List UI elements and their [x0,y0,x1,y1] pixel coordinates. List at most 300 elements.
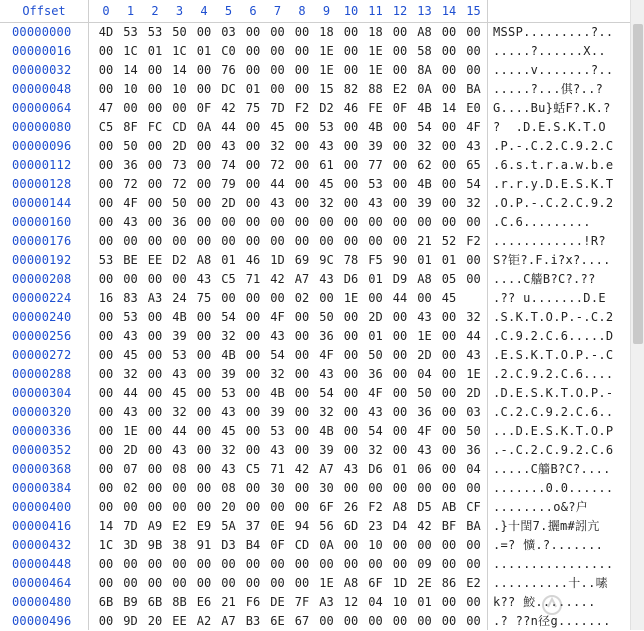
hex-byte[interactable]: DE [270,595,285,609]
hex-byte[interactable]: 00 [441,538,457,552]
hex-byte[interactable]: 83 [123,291,138,305]
hex-byte[interactable]: 01 [417,253,432,267]
hex-byte[interactable]: 00 [392,443,408,457]
hex-byte[interactable]: 18 [368,25,383,39]
hex-byte[interactable]: A8 [417,25,432,39]
hex-byte[interactable]: 00 [196,481,212,495]
hex-byte[interactable]: 1D [270,253,285,267]
hex-byte[interactable]: 00 [441,139,457,153]
hex-byte[interactable]: 43 [123,405,138,419]
hex-byte[interactable]: 01 [245,82,261,96]
hex-byte[interactable]: 77 [368,158,383,172]
hex-byte[interactable]: 00 [294,348,310,362]
hex-byte[interactable]: 00 [98,234,114,248]
hex-byte[interactable]: 4B [319,424,334,438]
hex-byte[interactable]: 00 [147,500,163,514]
hex-byte[interactable]: 71 [245,272,261,286]
hex-byte[interactable]: 20 [147,614,163,628]
hex-byte[interactable]: 6B [147,595,163,609]
vertical-scrollbar[interactable] [630,0,644,630]
hex-byte[interactable]: 00 [98,139,114,153]
hex-byte[interactable]: C5 [98,120,114,134]
hex-byte[interactable]: 44 [123,386,138,400]
hex-byte[interactable]: 00 [441,120,457,134]
hex-row[interactable] [0,175,630,194]
hex-byte[interactable]: 00 [319,215,334,229]
hex-byte[interactable]: F2 [466,234,481,248]
hex-byte[interactable]: 71 [270,462,285,476]
hex-byte[interactable]: 00 [245,576,261,590]
ascii-text[interactable]: .?? u.......D.E [493,291,606,305]
hex-byte[interactable]: 00 [245,329,261,343]
hex-byte[interactable]: CF [466,500,481,514]
hex-row[interactable] [0,232,630,251]
hex-byte[interactable]: 30 [270,481,285,495]
hex-byte[interactable]: 00 [245,120,261,134]
hex-byte[interactable]: 00 [441,329,457,343]
hex-byte[interactable]: 00 [392,120,408,134]
hex-byte[interactable]: 00 [196,329,212,343]
hex-byte[interactable]: 43 [270,329,285,343]
hex-byte[interactable]: 00 [245,443,261,457]
hex-byte[interactable]: 76 [221,63,236,77]
hex-byte[interactable]: 4F [123,196,138,210]
ascii-text[interactable]: k?? 鮫........ [493,595,596,609]
hex-byte[interactable]: 43 [417,443,432,457]
hex-byte[interactable]: 73 [172,158,187,172]
ascii-text[interactable]: G....Bu}蛞F?.K.? [493,101,611,115]
hex-byte[interactable]: 53 [319,120,334,134]
hex-byte[interactable]: 00 [147,272,163,286]
hex-byte[interactable]: 32 [270,367,285,381]
ascii-text[interactable]: .S.K.T.O.P.-.C.2 [493,310,614,324]
hex-byte[interactable]: 0F [270,538,285,552]
hex-byte[interactable]: 00 [221,215,236,229]
hex-byte[interactable]: 4D [98,25,114,39]
hex-byte[interactable]: 58 [417,44,432,58]
hex-byte[interactable]: 26 [343,500,359,514]
hex-byte[interactable]: 00 [343,158,359,172]
hex-byte[interactable]: 00 [417,215,432,229]
hex-row[interactable] [0,403,630,422]
hex-byte[interactable]: 1E [319,576,334,590]
hex-byte[interactable]: 36 [319,329,334,343]
hex-byte[interactable]: 00 [441,424,457,438]
hex-byte[interactable]: 1D [392,576,408,590]
hex-byte[interactable]: 4B [417,177,432,191]
hex-byte[interactable]: 00 [294,367,310,381]
hex-row[interactable] [0,536,630,555]
hex-byte[interactable]: E6 [196,595,212,609]
hex-byte[interactable]: 00 [392,481,408,495]
hex-byte[interactable]: 39 [172,329,187,343]
hex-byte[interactable]: 00 [270,215,285,229]
hex-byte[interactable]: 00 [196,443,212,457]
hex-byte[interactable]: 10 [123,82,138,96]
hex-byte[interactable]: 00 [196,310,212,324]
hex-byte[interactable]: 00 [123,101,138,115]
hex-byte[interactable]: 00 [221,557,236,571]
hex-byte[interactable]: E2 [392,82,408,96]
hex-byte[interactable]: 00 [147,367,163,381]
hex-byte[interactable]: CD [294,538,310,552]
hex-byte[interactable]: 2D [417,348,432,362]
hex-byte[interactable]: 00 [147,196,163,210]
hex-byte[interactable]: 00 [294,500,310,514]
hex-row[interactable] [0,327,630,346]
hex-byte[interactable]: 14 [441,101,457,115]
hex-byte[interactable]: 00 [392,177,408,191]
ascii-text[interactable]: .=? 懭.?....... [493,538,604,552]
hex-byte[interactable]: 69 [294,253,310,267]
hex-byte[interactable]: 00 [343,139,359,153]
hex-byte[interactable]: 00 [343,557,359,571]
hex-byte[interactable]: 53 [123,310,138,324]
ascii-text[interactable]: .C.6......... [493,215,591,229]
hex-byte[interactable]: 00 [441,386,457,400]
hex-byte[interactable]: 78 [343,253,359,267]
hex-byte[interactable]: 43 [270,196,285,210]
hex-byte[interactable]: 00 [319,291,334,305]
hex-byte[interactable]: 00 [147,139,163,153]
hex-byte[interactable]: 50 [123,139,138,153]
hex-byte[interactable]: 00 [221,576,236,590]
hex-byte[interactable]: 00 [466,481,481,495]
hex-byte[interactable]: 00 [368,291,383,305]
hex-byte[interactable]: 00 [417,291,432,305]
hex-byte[interactable]: 00 [441,348,457,362]
hex-byte[interactable]: 43 [343,462,359,476]
hex-byte[interactable]: 00 [98,443,114,457]
hex-byte[interactable]: 4B [417,101,432,115]
hex-byte[interactable]: 32 [368,443,383,457]
hex-byte[interactable]: 32 [319,196,334,210]
hex-byte[interactable]: 00 [123,576,138,590]
hex-byte[interactable]: A8 [196,253,212,267]
hex-byte[interactable]: 1E [368,63,383,77]
hex-byte[interactable]: 1E [319,44,334,58]
ascii-text[interactable]: MSSP.........?.. [493,25,614,39]
hex-byte[interactable]: 50 [417,386,432,400]
hex-byte[interactable]: 00 [245,291,261,305]
hex-byte[interactable]: 53 [221,386,236,400]
hex-byte[interactable]: 00 [294,215,310,229]
ascii-text[interactable]: .C.9.2.C.6.....D [493,329,614,343]
hex-byte[interactable]: 00 [172,272,187,286]
hex-byte[interactable]: 00 [123,557,138,571]
hex-byte[interactable]: 08 [221,481,236,495]
hex-byte[interactable]: 00 [417,481,432,495]
hex-byte[interactable]: 6F [368,576,383,590]
hex-byte[interactable]: 00 [172,500,187,514]
hex-byte[interactable]: 7F [294,595,310,609]
hex-byte[interactable]: 00 [368,215,383,229]
hex-row[interactable] [0,422,630,441]
hex-byte[interactable]: 00 [98,462,114,476]
hex-byte[interactable]: 1C [98,538,114,552]
hex-byte[interactable]: 30 [319,481,334,495]
hex-byte[interactable]: 00 [245,405,261,419]
hex-byte[interactable]: 50 [466,424,481,438]
hex-byte[interactable]: 00 [147,177,163,191]
hex-byte[interactable]: 00 [147,310,163,324]
hex-byte[interactable]: 00 [417,614,432,628]
hex-byte[interactable]: 00 [466,63,481,77]
hex-row[interactable] [0,498,630,517]
hex-byte[interactable]: 43 [172,367,187,381]
hex-byte[interactable]: 32 [221,443,236,457]
hex-byte[interactable]: 4B [270,386,285,400]
hex-byte[interactable]: A9 [147,519,163,533]
hex-byte[interactable]: 00 [270,82,285,96]
hex-byte[interactable]: 08 [172,462,187,476]
hex-byte[interactable]: CD [172,120,187,134]
hex-row[interactable] [0,384,630,403]
hex-byte[interactable]: 53 [368,177,383,191]
hex-byte[interactable]: 75 [245,101,261,115]
hex-byte[interactable]: 00 [441,196,457,210]
hex-byte[interactable]: 15 [319,82,334,96]
hex-byte[interactable]: 00 [270,234,285,248]
hex-byte[interactable]: 00 [294,329,310,343]
hex-row[interactable] [0,517,630,536]
hex-byte[interactable]: 00 [294,120,310,134]
hex-byte[interactable]: BE [123,253,138,267]
hex-byte[interactable]: 00 [343,196,359,210]
hex-byte[interactable]: 00 [98,329,114,343]
hex-byte[interactable]: 06 [417,462,432,476]
hex-byte[interactable]: 00 [343,424,359,438]
ascii-text[interactable]: ....C艢B?C?.?? [493,272,596,286]
hex-byte[interactable]: 00 [294,25,310,39]
hex-byte[interactable]: 00 [245,424,261,438]
hex-byte[interactable]: 01 [368,329,383,343]
hex-byte[interactable]: 00 [196,234,212,248]
hex-row[interactable] [0,479,630,498]
hex-row[interactable] [0,346,630,365]
hex-byte[interactable]: 00 [392,329,408,343]
hex-row[interactable] [0,80,630,99]
hex-byte[interactable]: 1E [417,329,432,343]
hex-byte[interactable]: 00 [441,63,457,77]
hex-byte[interactable]: F2 [294,101,310,115]
hex-byte[interactable]: 42 [270,272,285,286]
hex-byte[interactable]: 91 [196,538,212,552]
hex-byte[interactable]: 00 [196,500,212,514]
hex-byte[interactable]: 32 [319,405,334,419]
hex-byte[interactable]: 1C [172,44,187,58]
hex-row[interactable] [0,593,630,612]
hex-byte[interactable]: 00 [441,310,457,324]
ascii-text[interactable]: ? .D.E.S.K.T.O [493,120,606,134]
hex-byte[interactable]: 00 [441,595,457,609]
hex-byte[interactable]: 44 [270,177,285,191]
hex-byte[interactable]: 32 [221,329,236,343]
hex-byte[interactable]: 00 [392,63,408,77]
hex-byte[interactable]: 1E [368,44,383,58]
hex-byte[interactable]: 00 [172,101,187,115]
hex-byte[interactable]: 00 [343,443,359,457]
hex-byte[interactable]: 32 [123,367,138,381]
hex-byte[interactable]: 00 [294,576,310,590]
hex-byte[interactable]: 04 [368,595,383,609]
hex-byte[interactable]: 00 [147,462,163,476]
hex-byte[interactable]: 8A [417,63,432,77]
hex-byte[interactable]: 00 [294,139,310,153]
hex-byte[interactable]: A8 [392,500,408,514]
hex-byte[interactable]: 00 [147,101,163,115]
hex-row[interactable] [0,441,630,460]
hex-byte[interactable]: 00 [294,158,310,172]
hex-byte[interactable]: 00 [245,44,261,58]
hex-byte[interactable]: 00 [294,44,310,58]
hex-byte[interactable]: 00 [98,405,114,419]
hex-byte[interactable]: 00 [392,25,408,39]
hex-byte[interactable]: 45 [319,177,334,191]
hex-byte[interactable]: 00 [270,500,285,514]
hex-byte[interactable]: 00 [123,500,138,514]
hex-byte[interactable]: 42 [294,462,310,476]
hex-byte[interactable]: B3 [245,614,261,628]
hex-byte[interactable]: E0 [466,101,481,115]
hex-byte[interactable]: A8 [343,576,359,590]
ascii-text[interactable]: .P.-.C.2.C.9.2.C [493,139,614,153]
hex-byte[interactable]: 00 [245,348,261,362]
hex-byte[interactable]: 00 [245,481,261,495]
ascii-text[interactable]: .-.C.2.C.9.2.C.6 [493,443,614,457]
hex-byte[interactable]: 00 [441,367,457,381]
hex-byte[interactable]: 43 [466,348,481,362]
hex-byte[interactable]: 00 [221,291,236,305]
hex-byte[interactable]: 43 [221,139,236,153]
hex-byte[interactable]: 00 [343,215,359,229]
hex-byte[interactable]: 00 [368,557,383,571]
hex-byte[interactable]: 2D [123,443,138,457]
hex-byte[interactable]: 00 [343,310,359,324]
hex-byte[interactable]: 00 [147,158,163,172]
hex-byte[interactable]: 00 [441,481,457,495]
hex-byte[interactable]: 39 [221,367,236,381]
hex-byte[interactable]: 3D [123,538,138,552]
hex-byte[interactable]: D5 [417,500,432,514]
hex-byte[interactable]: 01 [417,595,432,609]
hex-byte[interactable]: 07 [123,462,138,476]
hex-byte[interactable]: 44 [392,291,408,305]
hex-byte[interactable]: 00 [343,481,359,495]
hex-byte[interactable]: 00 [343,367,359,381]
ascii-text[interactable]: .....?...倛?..? [493,82,604,96]
hex-byte[interactable]: 54 [368,424,383,438]
hex-byte[interactable]: 00 [196,386,212,400]
hex-byte[interactable]: 00 [245,196,261,210]
hex-byte[interactable]: 36 [368,367,383,381]
hex-byte[interactable]: 00 [392,538,408,552]
hex-byte[interactable]: 6D [343,519,359,533]
hex-byte[interactable]: 32 [172,405,187,419]
hex-byte[interactable]: 00 [196,196,212,210]
hex-byte[interactable]: 00 [392,348,408,362]
hex-byte[interactable]: E2 [466,576,481,590]
hex-byte[interactable]: FE [368,101,383,115]
hex-byte[interactable]: 00 [98,481,114,495]
hex-byte[interactable]: 4F [466,120,481,134]
hex-byte[interactable]: 00 [392,614,408,628]
hex-byte[interactable]: D3 [221,538,236,552]
hex-row[interactable] [0,574,630,593]
hex-byte[interactable]: 54 [466,177,481,191]
hex-byte[interactable]: 14 [123,63,138,77]
hex-byte[interactable]: D9 [392,272,408,286]
hex-byte[interactable]: C5 [221,272,236,286]
hex-byte[interactable]: 00 [98,82,114,96]
hex-byte[interactable]: 00 [441,405,457,419]
hex-byte[interactable]: 00 [343,348,359,362]
ascii-text[interactable]: .6.s.t.r.a.w.b.e [493,158,614,172]
hex-byte[interactable]: 54 [221,310,236,324]
hex-byte[interactable]: 00 [98,44,114,58]
hex-byte[interactable]: 00 [343,25,359,39]
hex-byte[interactable]: 00 [196,462,212,476]
hex-byte[interactable]: 6B [98,595,114,609]
hex-byte[interactable]: 4F [319,348,334,362]
hex-byte[interactable]: 01 [221,253,236,267]
hex-byte[interactable]: 46 [343,101,359,115]
hex-byte[interactable]: 00 [245,367,261,381]
hex-byte[interactable]: 54 [270,348,285,362]
hex-byte[interactable]: 32 [270,139,285,153]
hex-byte[interactable]: 94 [294,519,310,533]
hex-byte[interactable]: 00 [196,139,212,153]
hex-byte[interactable]: 2D [172,139,187,153]
hex-byte[interactable]: 00 [245,557,261,571]
hex-byte[interactable]: 00 [196,25,212,39]
hex-byte[interactable]: 00 [196,576,212,590]
ascii-text[interactable]: ................ [493,557,614,571]
hex-byte[interactable]: 00 [147,557,163,571]
hex-byte[interactable]: 18 [319,25,334,39]
hex-byte[interactable]: 00 [343,329,359,343]
hex-byte[interactable]: B9 [123,595,138,609]
hex-byte[interactable]: 43 [368,196,383,210]
hex-byte[interactable]: 53 [172,348,187,362]
hex-byte[interactable]: 00 [343,386,359,400]
hex-byte[interactable]: 00 [245,25,261,39]
hex-byte[interactable]: 56 [319,519,334,533]
hex-byte[interactable]: 00 [172,234,187,248]
hex-byte[interactable]: 00 [441,44,457,58]
hex-byte[interactable]: 00 [466,44,481,58]
hex-byte[interactable]: 9B [147,538,163,552]
hex-byte[interactable]: 39 [270,405,285,419]
hex-byte[interactable]: 00 [147,405,163,419]
hex-byte[interactable]: 7D [123,519,138,533]
hex-byte[interactable]: 00 [123,234,138,248]
hex-byte[interactable]: 45 [221,424,236,438]
hex-byte[interactable]: 45 [441,291,457,305]
hex-byte[interactable]: 00 [98,557,114,571]
hex-byte[interactable]: 00 [147,424,163,438]
hex-byte[interactable]: 00 [172,557,187,571]
hex-byte[interactable]: 74 [221,158,236,172]
hex-byte[interactable]: 4F [417,424,432,438]
hex-byte[interactable]: 53 [98,253,114,267]
hex-byte[interactable]: 53 [270,424,285,438]
hex-byte[interactable]: 00 [245,386,261,400]
ascii-text[interactable]: ........o&?户 [493,500,589,514]
hex-byte[interactable]: 00 [466,595,481,609]
hex-row[interactable] [0,270,630,289]
hex-byte[interactable]: 03 [221,25,236,39]
